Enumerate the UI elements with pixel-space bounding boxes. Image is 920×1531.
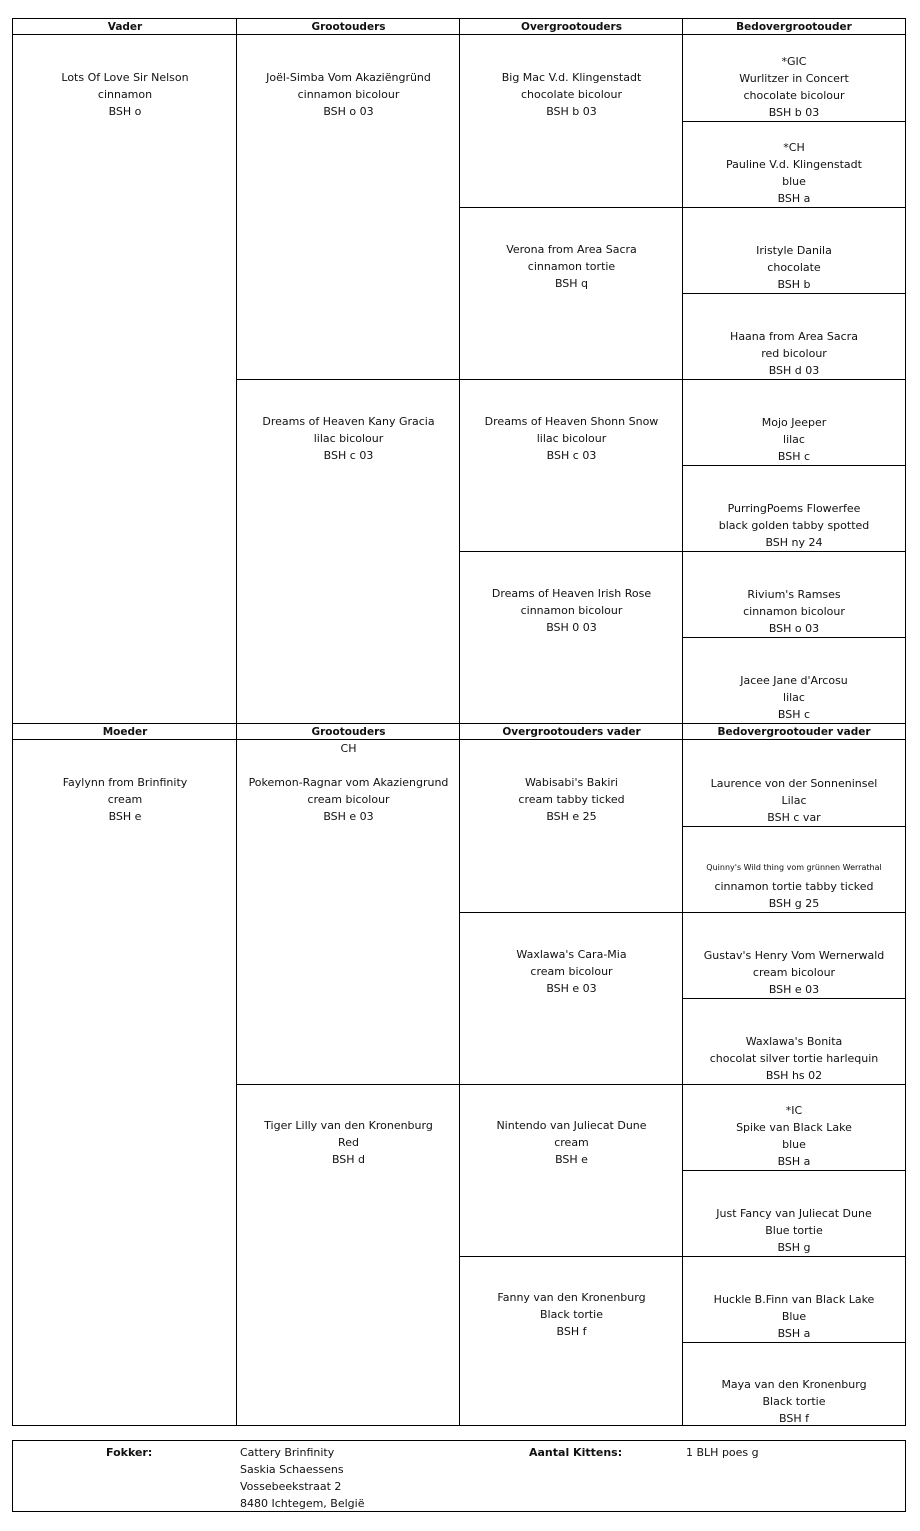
entry-name: Iristyle Danila <box>756 244 832 257</box>
entry-code: BSH b 03 <box>768 106 820 119</box>
entry-code: BSH c <box>777 450 811 463</box>
entry-color: chocolate bicolour <box>743 89 845 102</box>
mother-ggg-3 <box>683 912 905 998</box>
entry-code: BSH g <box>777 1241 811 1254</box>
father-ggg-2 <box>683 121 905 207</box>
entry-color: Blue <box>781 1310 807 1323</box>
entry-color: chocolate <box>767 261 821 274</box>
father-ggg-3 <box>683 207 905 293</box>
breeder-line: Vossebeekstraat 2 <box>240 1480 342 1493</box>
row-divider <box>682 998 905 999</box>
entry-code: BSH o 03 <box>323 105 374 118</box>
entry-color: lilac <box>783 691 805 704</box>
entry-color: blue <box>782 175 806 188</box>
column-divider <box>236 19 237 1425</box>
row-divider <box>682 1170 905 1171</box>
entry-name: Verona from Area Sacra <box>506 243 637 256</box>
father-ggg-1 <box>683 35 905 121</box>
entry-color: cream bicolour <box>530 965 613 978</box>
entry-title: *CH <box>783 141 805 154</box>
mother-ggg-5 <box>683 1084 905 1170</box>
entry-color: cream bicolour <box>307 793 390 806</box>
entry-name: Big Mac V.d. Klingenstadt <box>501 71 642 84</box>
entry-code: BSH e 03 <box>323 810 374 823</box>
column-divider <box>459 19 460 1425</box>
entry-name: Mojo Jeeper <box>761 416 827 429</box>
entry-code: BSH ny 24 <box>765 536 823 549</box>
entry-color: lilac bicolour <box>313 432 384 445</box>
entry-name: Dreams of Heaven Kany Gracia <box>262 415 435 428</box>
father-grandparent-2 <box>237 413 460 464</box>
header-father: Vader <box>13 19 237 35</box>
mother-great-grandparent-2 <box>460 946 683 997</box>
row-divider <box>682 826 905 827</box>
row-divider <box>236 379 905 380</box>
header-great-grandparents-father: Overgrootouders vader <box>460 723 683 740</box>
entry-code: BSH e 25 <box>546 810 597 823</box>
entry-code: BSH a <box>777 192 811 205</box>
entry-name: Jacee Jane d'Arcosu <box>740 674 848 687</box>
row-divider <box>459 207 905 208</box>
entry-name: Quinny's Wild thing vom grünnen Werrathal <box>706 863 882 872</box>
entry-color: lilac bicolour <box>536 432 607 445</box>
header-great-great-grandparents: Bedovergrootouder <box>683 19 905 35</box>
kittens-value: 1 BLH poes g <box>686 1446 759 1459</box>
entry-color: cinnamon tortie tabby ticked <box>714 880 874 893</box>
entry-name: Maya van den Kronenburg <box>721 1378 867 1391</box>
entry-code: BSH a <box>777 1155 811 1168</box>
row-divider <box>682 465 905 466</box>
breeder-footer <box>12 1440 906 1512</box>
entry-color: Black tortie <box>540 1308 603 1321</box>
entry-title: *IC <box>785 1104 803 1117</box>
mother-great-grandparent-4 <box>460 1289 683 1340</box>
mother-ggg-2 <box>683 826 905 912</box>
entry-name: Laurence von der Sonneninsel <box>710 777 878 790</box>
father-code: BSH o <box>108 105 142 118</box>
entry-code: BSH c <box>777 708 811 721</box>
entry-name: Spike van Black Lake <box>736 1121 852 1134</box>
row-divider <box>682 1342 905 1343</box>
row-divider <box>682 637 905 638</box>
entry-name: Fanny van den Kronenburg <box>497 1291 646 1304</box>
entry-name: Wabisabi's Bakiri <box>524 776 618 789</box>
entry-name: Huckle B.Finn van Black Lake <box>713 1293 875 1306</box>
entry-color: chocolate bicolour <box>521 88 622 101</box>
row-divider <box>459 1256 905 1257</box>
father-cell <box>13 69 237 120</box>
father-great-grandparent-3 <box>460 413 683 464</box>
entry-code: BSH q <box>554 277 589 290</box>
entry-code: BSH c 03 <box>546 449 597 462</box>
row-divider <box>682 293 905 294</box>
mother-ggg-1 <box>683 740 905 826</box>
entry-title: CH <box>340 742 357 755</box>
row-divider <box>459 551 905 552</box>
entry-code: BSH g 25 <box>768 897 820 910</box>
entry-code: BSH hs 02 <box>765 1069 823 1082</box>
breeder-line: 8480 Ichtegem, België <box>240 1497 365 1510</box>
entry-code: BSH a <box>777 1327 811 1340</box>
father-grandparent-1 <box>237 69 460 120</box>
entry-title: *GIC <box>781 55 807 68</box>
entry-color: Blue tortie <box>765 1224 823 1237</box>
kittens-label: Aantal Kittens: <box>529 1446 623 1459</box>
father-great-grandparent-1 <box>460 69 683 120</box>
mother-cell <box>13 774 237 825</box>
father-color: cinnamon <box>97 88 153 101</box>
entry-color: cinnamon bicolour <box>297 88 400 101</box>
entry-color: Red <box>338 1136 359 1149</box>
row-divider <box>682 121 905 122</box>
mother-ggg-7 <box>683 1256 905 1342</box>
entry-name: PurringPoems Flowerfee <box>727 502 861 515</box>
entry-code: BSH d 03 <box>768 364 820 377</box>
mother-grandparent-2 <box>237 1117 460 1168</box>
row-divider <box>236 1084 905 1085</box>
entry-code: BSH c var <box>767 811 821 824</box>
entry-code: BSH c 03 <box>323 449 374 462</box>
breeder-label: Fokker: <box>106 1446 153 1459</box>
entry-code: BSH 0 03 <box>546 621 597 634</box>
header-mother: Moeder <box>13 723 237 740</box>
entry-color: blue <box>782 1138 806 1151</box>
entry-color: Black tortie <box>762 1395 826 1408</box>
father-ggg-6 <box>683 465 905 551</box>
father-ggg-8 <box>683 637 905 723</box>
breeder-line: Cattery Brinfinity <box>240 1446 335 1459</box>
entry-name: Tiger Lilly van den Kronenburg <box>264 1119 433 1132</box>
entry-color: red bicolour <box>761 347 827 360</box>
mother-name: Faylynn from Brinfinity <box>62 776 188 789</box>
entry-name: Waxlawa's Bonita <box>745 1035 843 1048</box>
header-great-grandparents: Overgrootouders <box>460 19 683 35</box>
mother-great-grandparent-1 <box>460 774 683 825</box>
entry-name: Dreams of Heaven Irish Rose <box>491 587 652 600</box>
breeder-details <box>240 1444 364 1512</box>
header-grandparents: Grootouders <box>237 723 460 740</box>
mother-ggg-4 <box>683 998 905 1084</box>
entry-color: cinnamon bicolour <box>520 604 623 617</box>
entry-color: cinnamon bicolour <box>743 605 845 618</box>
entry-name: Just Fancy van Juliecat Dune <box>716 1207 872 1220</box>
entry-color: cream tabby ticked <box>518 793 625 806</box>
entry-color: chocolat silver tortie harlequin <box>709 1052 879 1065</box>
entry-code: BSH e <box>555 1153 588 1166</box>
mother-grandparent-1 <box>237 740 460 825</box>
header-great-great-grandparents-father: Bedovergrootouder vader <box>683 723 905 740</box>
father-ggg-4 <box>683 293 905 379</box>
entry-color: cream bicolour <box>752 966 836 979</box>
entry-name: Joël-Simba Vom Akaziëngründ <box>266 71 431 84</box>
header-grandparents: Grootouders <box>237 19 460 35</box>
entry-code: BSH o 03 <box>768 622 820 635</box>
father-ggg-7 <box>683 551 905 637</box>
entry-color: black golden tabby spotted <box>718 519 870 532</box>
entry-code: BSH e 03 <box>768 983 820 996</box>
entry-color: Lilac <box>781 794 807 807</box>
entry-name: Dreams of Heaven Shonn Snow <box>484 415 659 428</box>
entry-color: cream <box>554 1136 589 1149</box>
mother-ggg-8 <box>683 1342 905 1427</box>
entry-name: Wurlitzer in Concert <box>739 72 849 85</box>
entry-code: BSH d <box>331 1153 366 1166</box>
entry-color: cinnamon tortie <box>527 260 616 273</box>
pedigree-table <box>12 18 906 1426</box>
mother-great-grandparent-3 <box>460 1117 683 1168</box>
father-ggg-5 <box>683 379 905 465</box>
entry-name: Nintendo van Juliecat Dune <box>496 1119 647 1132</box>
entry-name: Waxlawa's Cara-Mia <box>516 948 627 961</box>
father-great-grandparent-4 <box>460 585 683 636</box>
entry-code: BSH b <box>777 278 811 291</box>
mother-color: cream <box>107 793 143 806</box>
entry-name: Pokemon-Ragnar vom Akaziengrund <box>248 776 449 789</box>
column-divider <box>682 19 683 1425</box>
entry-name: Rivium's Ramses <box>747 588 841 601</box>
entry-code: BSH f <box>556 1325 587 1338</box>
father-great-grandparent-2 <box>460 241 683 292</box>
entry-name: Gustav's Henry Vom Wernerwald <box>703 949 885 962</box>
entry-color: lilac <box>783 433 805 446</box>
mother-ggg-6 <box>683 1170 905 1256</box>
breeder-line: Saskia Schaessens <box>240 1463 344 1476</box>
father-name: Lots Of Love Sir Nelson <box>61 71 189 84</box>
entry-name: Pauline V.d. Klingenstadt <box>726 158 862 171</box>
row-divider <box>459 912 905 913</box>
entry-code: BSH b 03 <box>546 105 597 118</box>
entry-code: BSH e 03 <box>546 982 597 995</box>
entry-name: Haana from Area Sacra <box>730 330 858 343</box>
mother-code: BSH e <box>108 810 142 823</box>
entry-code: BSH f <box>779 1412 809 1425</box>
